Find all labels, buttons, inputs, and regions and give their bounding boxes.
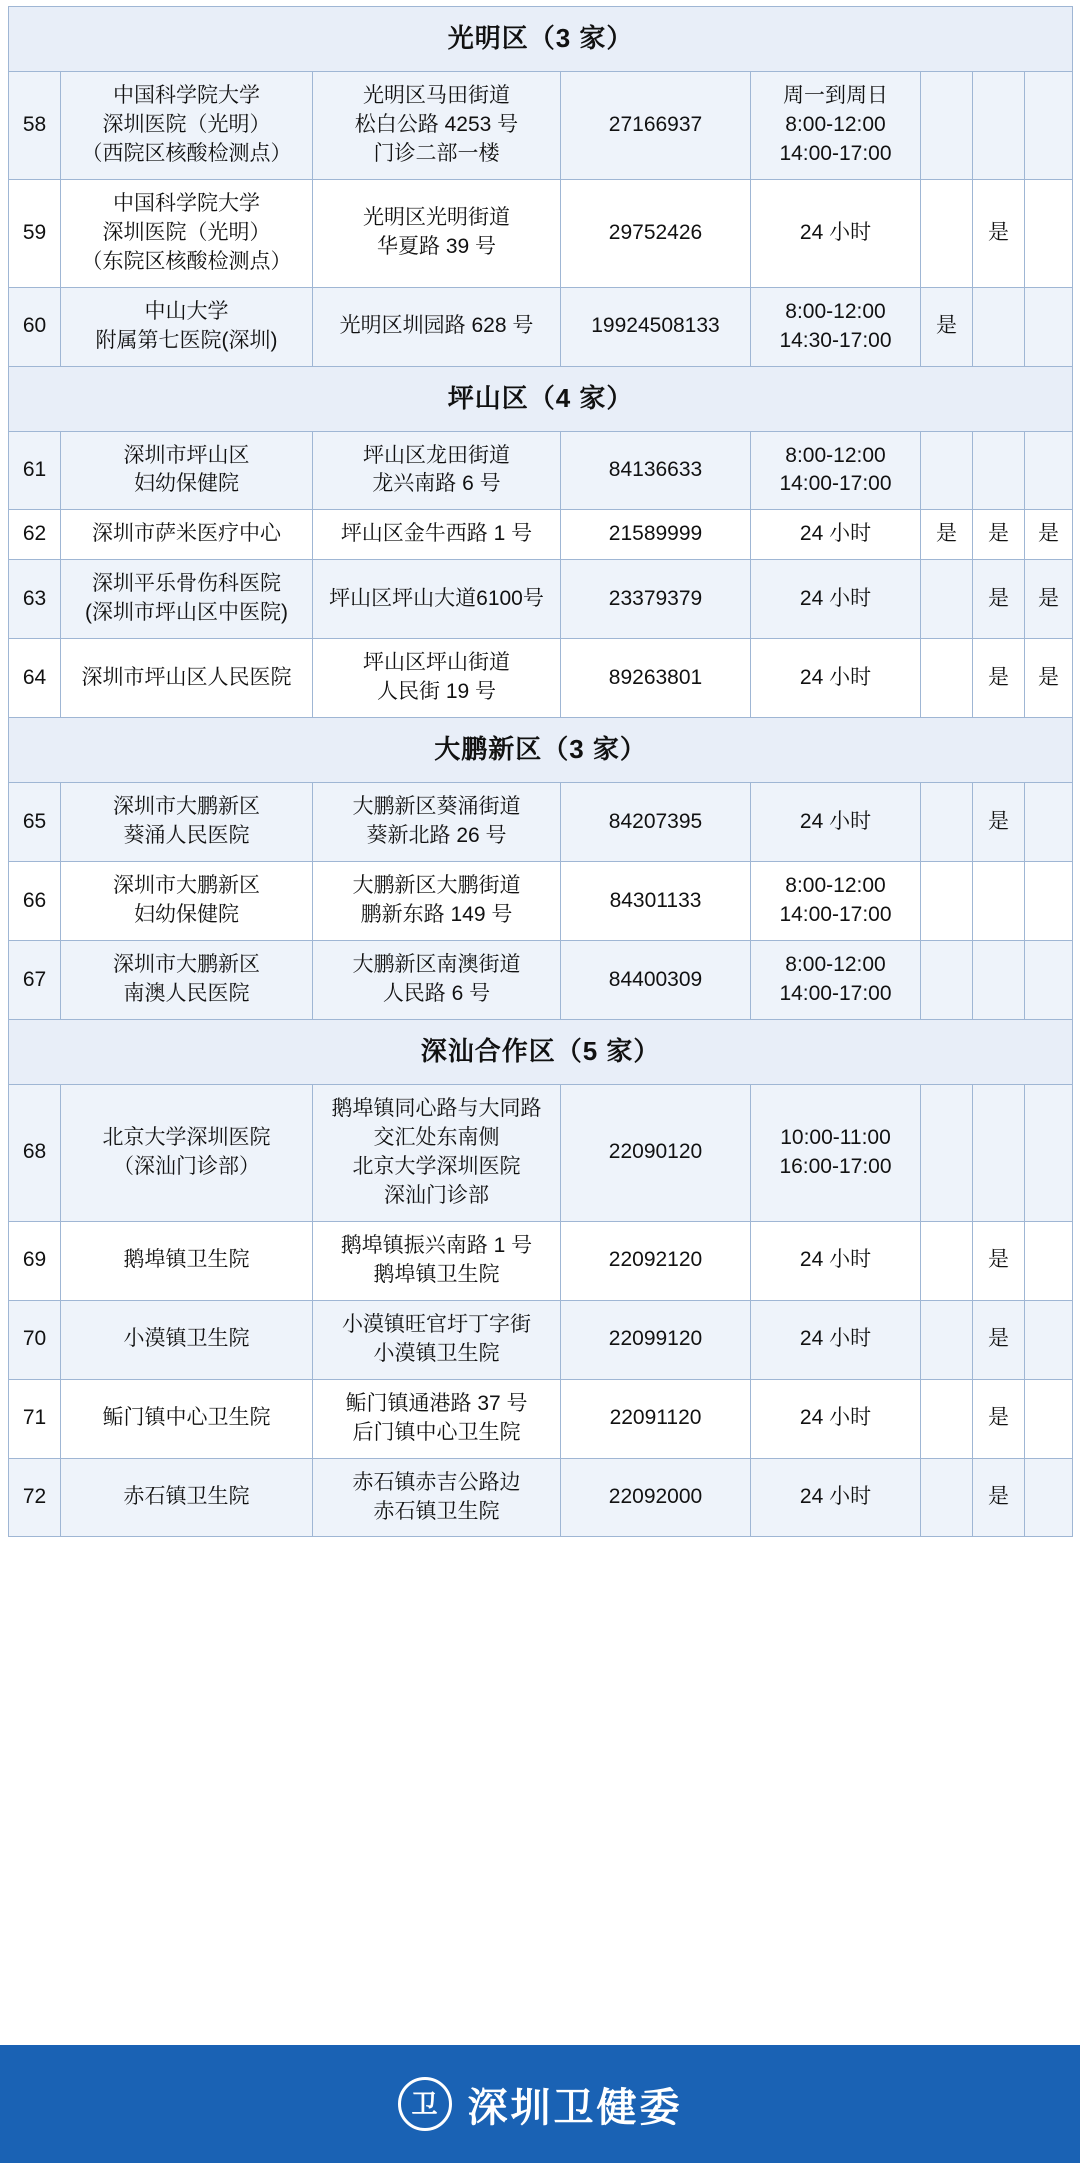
service-hours: 周一到周日 8:00-12:00 14:00-17:00 bbox=[751, 71, 921, 179]
table-row bbox=[9, 71, 1073, 179]
flag-cell-3 bbox=[1025, 1221, 1073, 1300]
flag-cell-1: 是 bbox=[921, 287, 973, 366]
flag-cell-2 bbox=[973, 287, 1025, 366]
flag-cell-1 bbox=[921, 1458, 973, 1537]
district-title: 大鹏新区（3 家） bbox=[9, 718, 1073, 783]
facility-name: 中国科学院大学 深圳医院（光明） （东院区核酸检测点） bbox=[61, 179, 313, 287]
facility-address: 坪山区金牛西路 1 号 bbox=[313, 510, 561, 560]
district-header-row bbox=[9, 718, 1073, 783]
facility-address: 大鹏新区大鹏街道 鹏新东路 149 号 bbox=[313, 862, 561, 941]
flag-cell-1 bbox=[921, 1300, 973, 1379]
flag-cell-2: 是 bbox=[973, 1221, 1025, 1300]
facility-address: 赤石镇赤吉公路边 赤石镇卫生院 bbox=[313, 1458, 561, 1537]
row-index: 58 bbox=[9, 71, 61, 179]
facility-name: 深圳市大鹏新区 妇幼保健院 bbox=[61, 862, 313, 941]
district-header-row bbox=[9, 366, 1073, 431]
flag-cell-3 bbox=[1025, 71, 1073, 179]
flag-cell-2 bbox=[973, 1084, 1025, 1221]
facility-address: 坪山区龙田街道 龙兴南路 6 号 bbox=[313, 431, 561, 510]
district-title: 坪山区（4 家） bbox=[9, 366, 1073, 431]
flag-cell-3: 是 bbox=[1025, 560, 1073, 639]
flag-cell-3 bbox=[1025, 1084, 1073, 1221]
flag-cell-3 bbox=[1025, 431, 1073, 510]
row-index: 63 bbox=[9, 560, 61, 639]
service-hours: 24 小时 bbox=[751, 510, 921, 560]
facility-address: 大鹏新区南澳街道 人民路 6 号 bbox=[313, 941, 561, 1020]
row-index: 65 bbox=[9, 783, 61, 862]
district-title: 深汕合作区（5 家） bbox=[9, 1019, 1073, 1084]
flag-cell-1 bbox=[921, 179, 973, 287]
flag-cell-3 bbox=[1025, 1300, 1073, 1379]
flag-cell-1 bbox=[921, 941, 973, 1020]
row-index: 61 bbox=[9, 431, 61, 510]
flag-cell-1 bbox=[921, 1221, 973, 1300]
row-index: 70 bbox=[9, 1300, 61, 1379]
service-hours: 8:00-12:00 14:00-17:00 bbox=[751, 862, 921, 941]
facility-phone: 22099120 bbox=[561, 1300, 751, 1379]
flag-cell-2: 是 bbox=[973, 1458, 1025, 1537]
flag-cell-1: 是 bbox=[921, 510, 973, 560]
table-row bbox=[9, 1084, 1073, 1221]
flag-cell-1 bbox=[921, 1379, 973, 1458]
facility-address: 鲘门镇通港路 37 号 后门镇中心卫生院 bbox=[313, 1379, 561, 1458]
flag-cell-2: 是 bbox=[973, 783, 1025, 862]
row-index: 60 bbox=[9, 287, 61, 366]
footer-org-name: 深圳卫健委 bbox=[467, 2085, 683, 2130]
row-index: 67 bbox=[9, 941, 61, 1020]
service-hours: 8:00-12:00 14:30-17:00 bbox=[751, 287, 921, 366]
service-hours: 10:00-11:00 16:00-17:00 bbox=[751, 1084, 921, 1221]
row-index: 68 bbox=[9, 1084, 61, 1221]
testing-sites-table bbox=[8, 6, 1073, 1537]
flag-cell-3 bbox=[1025, 1379, 1073, 1458]
row-index: 72 bbox=[9, 1458, 61, 1537]
health-commission-logo-icon: 卫 bbox=[398, 2077, 452, 2131]
facility-phone: 21589999 bbox=[561, 510, 751, 560]
flag-cell-3: 是 bbox=[1025, 639, 1073, 718]
flag-cell-1 bbox=[921, 639, 973, 718]
facility-name: 深圳平乐骨伤科医院 (深圳市坪山区中医院) bbox=[61, 560, 313, 639]
facility-name: 赤石镇卫生院 bbox=[61, 1458, 313, 1537]
flag-cell-2: 是 bbox=[973, 560, 1025, 639]
flag-cell-2: 是 bbox=[973, 1300, 1025, 1379]
facility-address: 鹅埠镇同心路与大同路 交汇处东南侧 北京大学深圳医院 深汕门诊部 bbox=[313, 1084, 561, 1221]
flag-cell-2: 是 bbox=[973, 179, 1025, 287]
service-hours: 24 小时 bbox=[751, 179, 921, 287]
table-row bbox=[9, 1221, 1073, 1300]
flag-cell-3 bbox=[1025, 179, 1073, 287]
facility-phone: 29752426 bbox=[561, 179, 751, 287]
flag-cell-3 bbox=[1025, 941, 1073, 1020]
district-header-row bbox=[9, 1019, 1073, 1084]
facility-address: 大鹏新区葵涌街道 葵新北路 26 号 bbox=[313, 783, 561, 862]
table-body bbox=[9, 7, 1073, 1537]
row-index: 69 bbox=[9, 1221, 61, 1300]
row-index: 62 bbox=[9, 510, 61, 560]
facility-phone: 22092120 bbox=[561, 1221, 751, 1300]
facility-phone: 23379379 bbox=[561, 560, 751, 639]
table-row bbox=[9, 783, 1073, 862]
table-row bbox=[9, 287, 1073, 366]
facility-address: 光明区光明街道 华夏路 39 号 bbox=[313, 179, 561, 287]
flag-cell-2: 是 bbox=[973, 510, 1025, 560]
row-index: 64 bbox=[9, 639, 61, 718]
service-hours: 24 小时 bbox=[751, 639, 921, 718]
facility-name: 深圳市坪山区 妇幼保健院 bbox=[61, 431, 313, 510]
table-row bbox=[9, 639, 1073, 718]
facility-phone: 89263801 bbox=[561, 639, 751, 718]
facility-address: 坪山区坪山大道6100号 bbox=[313, 560, 561, 639]
flag-cell-2: 是 bbox=[973, 639, 1025, 718]
flag-cell-2 bbox=[973, 71, 1025, 179]
facility-name: 深圳市萨米医疗中心 bbox=[61, 510, 313, 560]
service-hours: 24 小时 bbox=[751, 560, 921, 639]
flag-cell-1 bbox=[921, 431, 973, 510]
table-row bbox=[9, 431, 1073, 510]
facility-phone: 22091120 bbox=[561, 1379, 751, 1458]
row-index: 59 bbox=[9, 179, 61, 287]
flag-cell-1 bbox=[921, 783, 973, 862]
table-row bbox=[9, 941, 1073, 1020]
table-row bbox=[9, 560, 1073, 639]
facility-phone: 19924508133 bbox=[561, 287, 751, 366]
facility-name: 深圳市大鹏新区 葵涌人民医院 bbox=[61, 783, 313, 862]
flag-cell-1 bbox=[921, 1084, 973, 1221]
table-row bbox=[9, 1300, 1073, 1379]
facility-name: 鹅埠镇卫生院 bbox=[61, 1221, 313, 1300]
facility-name: 深圳市大鹏新区 南澳人民医院 bbox=[61, 941, 313, 1020]
flag-cell-1 bbox=[921, 560, 973, 639]
service-hours: 24 小时 bbox=[751, 1221, 921, 1300]
district-header-row bbox=[9, 7, 1073, 72]
facility-name: 中山大学 附属第七医院(深圳) bbox=[61, 287, 313, 366]
flag-cell-2: 是 bbox=[973, 1379, 1025, 1458]
service-hours: 8:00-12:00 14:00-17:00 bbox=[751, 431, 921, 510]
facility-name: 小漠镇卫生院 bbox=[61, 1300, 313, 1379]
facility-name: 北京大学深圳医院 （深汕门诊部） bbox=[61, 1084, 313, 1221]
facility-address: 鹅埠镇振兴南路 1 号 鹅埠镇卫生院 bbox=[313, 1221, 561, 1300]
facility-address: 小漠镇旺官圩丁字街 小漠镇卫生院 bbox=[313, 1300, 561, 1379]
page-footer bbox=[0, 2045, 1080, 2163]
flag-cell-2 bbox=[973, 862, 1025, 941]
flag-cell-2 bbox=[973, 431, 1025, 510]
facility-phone: 27166937 bbox=[561, 71, 751, 179]
facility-address: 光明区马田街道 松白公路 4253 号 门诊二部一楼 bbox=[313, 71, 561, 179]
table-row bbox=[9, 1458, 1073, 1537]
facility-phone: 22092000 bbox=[561, 1458, 751, 1537]
table-row bbox=[9, 1379, 1073, 1458]
service-hours: 24 小时 bbox=[751, 1300, 921, 1379]
flag-cell-3 bbox=[1025, 783, 1073, 862]
table-row bbox=[9, 862, 1073, 941]
flag-cell-1 bbox=[921, 71, 973, 179]
facility-address: 坪山区坪山街道 人民街 19 号 bbox=[313, 639, 561, 718]
service-hours: 24 小时 bbox=[751, 1379, 921, 1458]
district-title: 光明区（3 家） bbox=[9, 7, 1073, 72]
flag-cell-3: 是 bbox=[1025, 510, 1073, 560]
service-hours: 8:00-12:00 14:00-17:00 bbox=[751, 941, 921, 1020]
facility-phone: 84400309 bbox=[561, 941, 751, 1020]
facility-name: 鲘门镇中心卫生院 bbox=[61, 1379, 313, 1458]
flag-cell-3 bbox=[1025, 1458, 1073, 1537]
service-hours: 24 小时 bbox=[751, 783, 921, 862]
facility-name: 中国科学院大学 深圳医院（光明） （西院区核酸检测点） bbox=[61, 71, 313, 179]
facility-phone: 84207395 bbox=[561, 783, 751, 862]
row-index: 71 bbox=[9, 1379, 61, 1458]
row-index: 66 bbox=[9, 862, 61, 941]
facility-phone: 84136633 bbox=[561, 431, 751, 510]
flag-cell-2 bbox=[973, 941, 1025, 1020]
flag-cell-3 bbox=[1025, 862, 1073, 941]
table-row bbox=[9, 179, 1073, 287]
flag-cell-3 bbox=[1025, 287, 1073, 366]
service-hours: 24 小时 bbox=[751, 1458, 921, 1537]
facility-address: 光明区圳园路 628 号 bbox=[313, 287, 561, 366]
facility-phone: 22090120 bbox=[561, 1084, 751, 1221]
table-row bbox=[9, 510, 1073, 560]
facility-name: 深圳市坪山区人民医院 bbox=[61, 639, 313, 718]
facility-phone: 84301133 bbox=[561, 862, 751, 941]
flag-cell-1 bbox=[921, 862, 973, 941]
